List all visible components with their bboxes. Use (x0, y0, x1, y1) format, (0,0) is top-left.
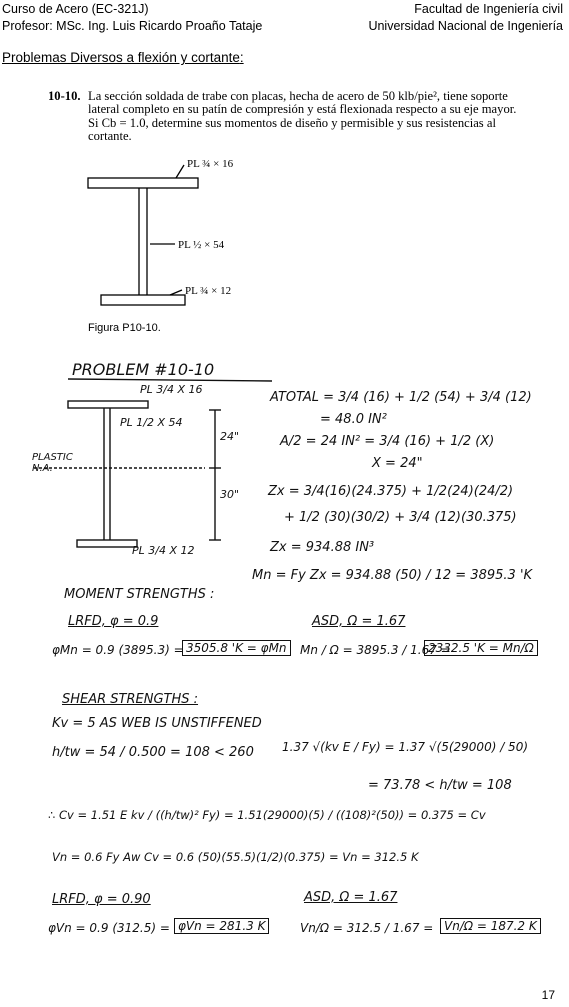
hand-vn-omega: Vn/Ω = 312.5 / 1.67 = (300, 921, 434, 935)
header-university: Universidad Nacional de Ingeniería (368, 19, 563, 33)
sketch-bottom-flange (77, 540, 137, 547)
header-faculty: Facultad de Ingeniería civil (414, 2, 563, 16)
hand-vn-omega-box: Vn/Ω = 187.2 K (440, 918, 541, 934)
hand-mn: Mn = Fy Zx = 934.88 (50) / 12 = 3895.3 'K (252, 568, 533, 583)
hand-phi-vn-box: φVn = 281.3 K (174, 918, 269, 934)
hand-pl-web: PL 1/2 X 54 (120, 416, 183, 429)
hand-mn-omega: Mn / Ω = 3895.3 / 1.67 = (300, 643, 451, 657)
hand-zx-1: Zx = 3/4(16)(24.375) + 1/2(24)(24/2) (268, 484, 514, 499)
hand-shear-title: SHEAR STRENGTHS : (62, 692, 199, 707)
hand-phi-mn-box: 3505.8 'K = φMn (182, 640, 291, 656)
hand-phi-mn: φMn = 0.9 (3895.3) = (52, 643, 184, 657)
hand-half-area: A/2 = 24 IN² = 3/4 (16) + 1/2 (X) (280, 434, 495, 449)
section-title-text: Problemas Diversos a flexión y cortante (2, 50, 240, 65)
hand-pl-top: PL 3/4 X 16 (140, 383, 203, 396)
header-professor: Profesor: MSc. Ing. Luis Ricardo Proaño Tataje (2, 19, 263, 33)
hand-dim-top: 24" (220, 430, 240, 443)
hand-cv: ∴ Cv = 1.51 E kv / ((h/tw)² Fy) = 1.51(29000)(5) / ((108)²(50)) = 0.375 = Cv (48, 808, 486, 822)
sketch-top-flange (68, 401, 148, 408)
hand-lrfd-1: LRFD, φ = 0.9 (68, 614, 159, 629)
hand-moment-title: MOMENT STRENGTHS : (64, 587, 215, 602)
hand-zx-3: Zx = 934.88 IN³ (270, 540, 375, 555)
hand-x-eq: X = 24" (372, 456, 423, 471)
hand-phi-vn: φVn = 0.9 (312.5) = (48, 921, 170, 935)
hand-lrfd-2: LRFD, φ = 0.90 (52, 892, 151, 907)
hand-pl-bottom: PL 3/4 X 12 (132, 544, 195, 557)
hand-h-tw: h/tw = 54 / 0.500 = 108 < 260 (52, 745, 254, 760)
figure-caption: Figura P10-10. (88, 322, 161, 334)
hand-vn: Vn = 0.6 Fy Aw Cv = 0.6 (50)(55.5)(1/2)(0.375) = Vn = 312.5 K (52, 850, 419, 864)
hand-asd-2: ASD, Ω = 1.67 (304, 890, 398, 905)
hand-dim-bottom: 30" (220, 488, 240, 501)
problem-text: La sección soldada de trabe con placas, hecha de acero de 50 klb/pie², tiene soporte lateral completo en su patín de compresión y está flexionada respecto a su eje mayor. Si Cb = 1.0, determine sus momentos de diseño y permisible y sus resistencias al cortante. (88, 89, 517, 144)
problem-number: 10-10. (48, 89, 81, 103)
hand-limit: 1.37 √(kv E / Fy) = 1.37 √(5(29000) / 50) (282, 740, 529, 754)
hand-mn-omega-box: 2332.5 'K = Mn/Ω (424, 640, 538, 656)
hand-zx-2: + 1/2 (30)(30/2) + 3/4 (12)(30.375) (284, 510, 517, 525)
hand-title: PROBLEM #10-10 (72, 360, 215, 379)
hand-asd-1: ASD, Ω = 1.67 (312, 614, 406, 629)
title-underline (68, 379, 272, 381)
hand-kv: Kv = 5 AS WEB IS UNSTIFFENED (52, 716, 262, 731)
hand-atotal-2: = 48.0 IN² (320, 412, 387, 427)
hand-atotal-1: ATOTAL = 3/4 (16) + 1/2 (54) + 3/4 (12) (270, 390, 532, 405)
section-title-colon: : (239, 50, 244, 65)
figure-label-web: PL ½ × 54 (178, 239, 225, 251)
figure-label-top: PL ¾ × 16 (187, 158, 234, 170)
hand-plastic-na: PLASTIC N.A. (32, 452, 73, 474)
figure-label-bottom: PL ¾ × 12 (185, 285, 232, 297)
page-number: 17 (541, 988, 555, 1002)
header-course: Curso de Acero (EC-321J) (2, 2, 149, 16)
hand-limit-2: = 73.78 < h/tw = 108 (368, 778, 512, 793)
